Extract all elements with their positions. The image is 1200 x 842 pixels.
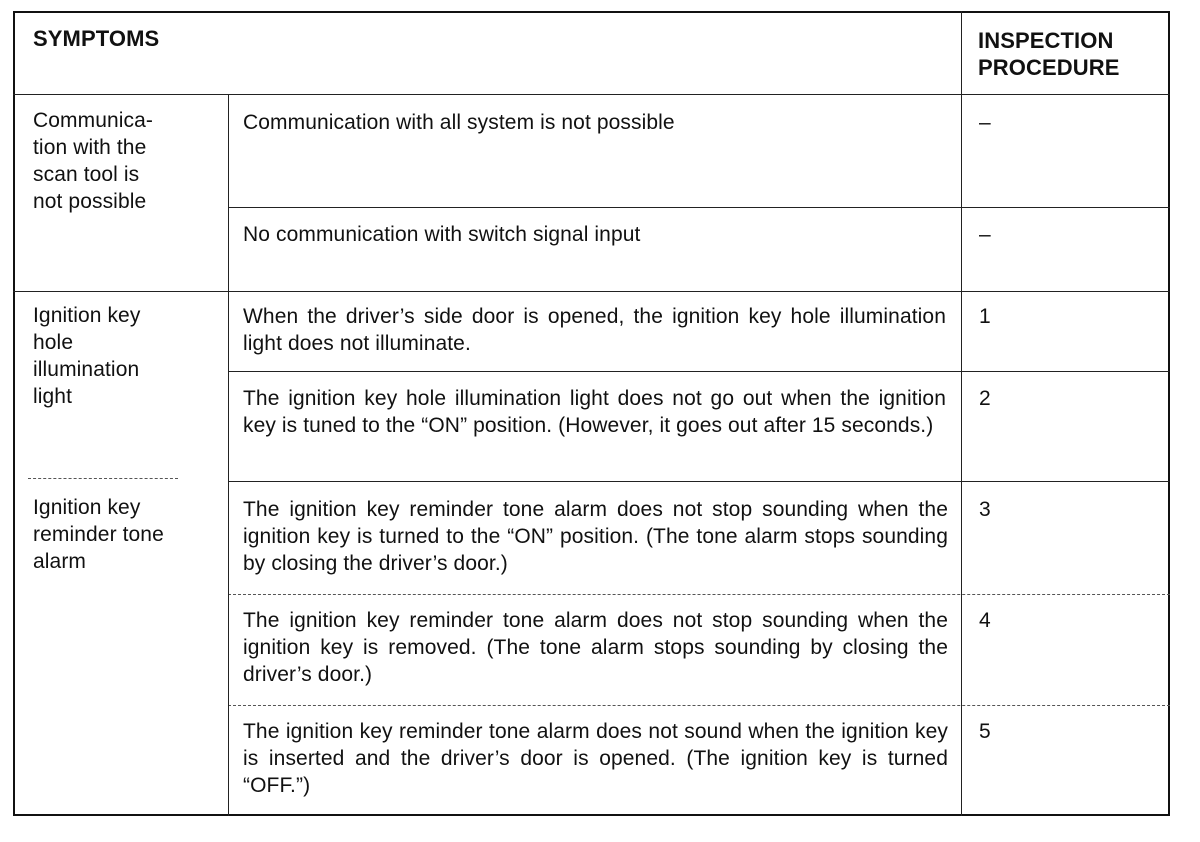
procedure-cell: 4: [979, 609, 991, 632]
procedure-cell: –: [979, 223, 991, 246]
inspection-header-line: INSPECTION: [978, 28, 1114, 53]
symptom-cell: When the driver’s side door is opened, the ignition key hole illumination light does not illuminate.: [243, 305, 946, 355]
symptom-cell: No communication with switch signal input: [243, 223, 641, 246]
category-line: light: [33, 385, 73, 408]
row-divider: [228, 207, 1170, 208]
symptom-cell: The ignition key reminder tone alarm does not sound when the ignition key is inserted and the driver’s door is opened. (The ignition key is turned “OFF.”): [243, 720, 948, 797]
header-divider: [13, 94, 1170, 95]
symptom-cell: The ignition key reminder tone alarm does not stop sounding when the ignition key is turned to the “ON” position. (The tone alarm stops sounding by closing the driver’s door.): [243, 498, 948, 575]
category-key-hole-illumination: [33, 302, 218, 410]
row-divider: [228, 371, 1170, 372]
symptoms-header: SYMPTOMS: [33, 26, 160, 51]
row-divider: [228, 705, 1170, 706]
procedure-cell: 5: [979, 720, 991, 743]
column-divider: [228, 94, 229, 816]
category-line: Ignition key: [33, 304, 141, 327]
category-line: scan tool is: [33, 163, 140, 186]
category-line: illumination: [33, 358, 140, 381]
procedure-cell: 1: [979, 305, 991, 328]
procedure-cell: 3: [979, 498, 991, 521]
category-reminder-tone-alarm: [33, 494, 218, 575]
inspection-header: [978, 27, 1119, 81]
group-divider: [28, 478, 178, 479]
procedure-cell: –: [979, 111, 991, 134]
category-line: not possible: [33, 190, 147, 213]
category-communication: [33, 107, 218, 215]
procedure-cell: 2: [979, 387, 991, 410]
category-line: tion with the: [33, 136, 147, 159]
category-line: Communica-: [33, 109, 154, 132]
row-divider: [228, 481, 1170, 482]
category-line: alarm: [33, 550, 87, 573]
procedure-header-line: PROCEDURE: [978, 55, 1120, 80]
symptom-cell: Communication with all system is not possible: [243, 111, 675, 134]
symptom-cell: The ignition key hole illumination light does not go out when the ignition key is tuned to the “ON” position. (However, it goes out after 15 seconds.): [243, 387, 946, 437]
row-divider: [228, 594, 1170, 595]
symptom-cell: The ignition key reminder tone alarm does not stop sounding when the ignition key is removed. (The tone alarm stops sounding by closing the driver’s door.): [243, 609, 948, 686]
category-line: hole: [33, 331, 74, 354]
group-divider: [13, 291, 1170, 292]
category-line: Ignition key: [33, 496, 141, 519]
category-line: reminder tone: [33, 523, 164, 546]
column-divider: [961, 11, 962, 816]
